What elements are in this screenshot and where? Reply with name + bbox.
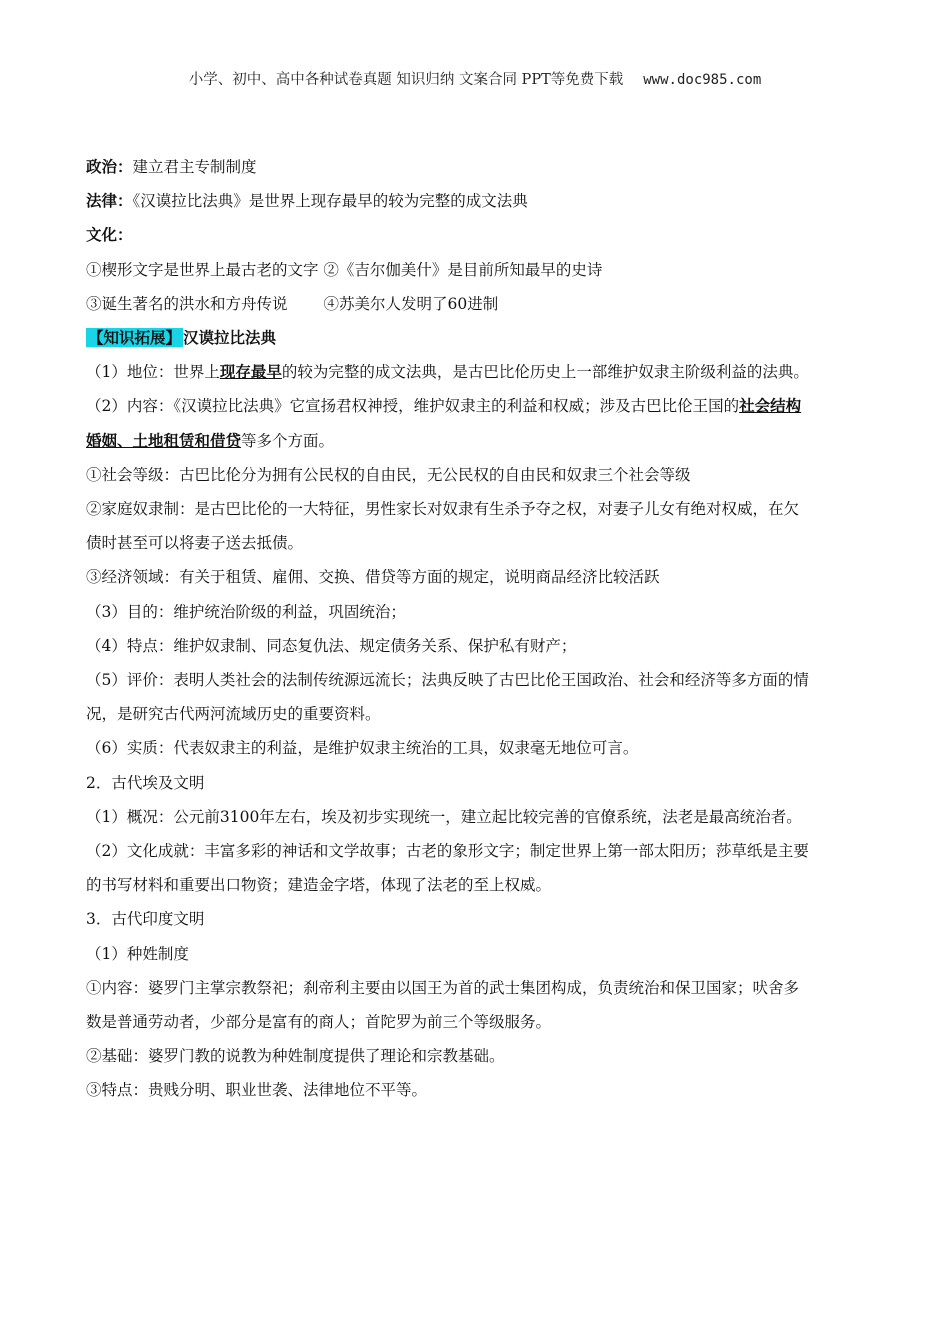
family-slavery-2: 债时甚至可以将妻子送去抵债。 <box>86 534 304 553</box>
caste-content-1: ①内容：婆罗门主掌宗教祭祀；刹帝利主要由以国王为首的武士集团构成，负责统治和保卫国家；吠舍多 <box>86 978 800 997</box>
culture-label: 文化： <box>86 225 133 245</box>
egypt-overview: （1）概况：公元前3100年左右，埃及初步实现统一，建立起比较完善的官僚系统，法老是最高统治者。 <box>86 807 802 826</box>
egypt-culture-2: 的书写材料和重要出口物资；建造金字塔，体现了法老的至上权威。 <box>86 876 552 895</box>
code-content-emphasis-1: 社会结构 <box>739 396 802 416</box>
code-content-1 <box>86 389 866 423</box>
culture-item-1: ①楔形文字是世界上最古老的文字 ②《吉尔伽美什》是目前所知最早的史诗 <box>86 260 603 279</box>
culture-item-4-text: ④苏美尔人发明了60进制 <box>323 294 499 313</box>
culture-item-3 <box>86 287 866 321</box>
code-purpose: （3）目的：维护统治阶级的利益，巩固统治； <box>86 602 406 621</box>
egypt-culture-1: （2）文化成就：丰富多彩的神话和文学故事；古老的象形文字；制定世界上第一部太阳历；莎草纸是主要 <box>86 842 809 861</box>
code-content-emphasis-2: 婚姻、土地租赁和借贷 <box>86 430 242 450</box>
knowledge-expand-tag: 【知识拓展】 <box>88 328 182 348</box>
family-slavery-1: ②家庭奴隶制：是古巴比伦的一大特征，男性家长对奴隶有生杀予夺之权，对妻子儿女有绝对权威，在欠 <box>86 500 800 519</box>
caste-basis: ②基础：婆罗门教的说教为种姓制度提供了理论和宗教基础。 <box>86 1047 505 1066</box>
knowledge-expand-title: 汉谟拉比法典 <box>183 328 277 348</box>
code-features: （4）特点：维护奴隶制、同态复仇法、规定债务关系、保护私有财产； <box>86 636 577 655</box>
code-evaluation-1: （5）评价：表明人类社会的法制传统源远流长；法典反映了古巴比伦王国政治、社会和经济等多方面的情 <box>86 671 809 690</box>
page-header <box>0 68 950 89</box>
caste-features: ③特点：贵贱分明、职业世袭、法律地位不平等。 <box>86 1081 428 1100</box>
code-content-a: （2）内容：《汉谟拉比法典》它宣扬君权神授，维护奴隶主的利益和权威；涉及古巴比伦王国的 <box>86 397 740 416</box>
culture-item-3-text: ③诞生著名的洪水和方舟传说 <box>86 294 288 313</box>
india-heading: 3．古代印度文明 <box>86 910 205 929</box>
code-content-d: 等多个方面。 <box>241 431 335 450</box>
knowledge-expand-heading <box>86 321 866 355</box>
culture-line <box>86 218 866 252</box>
code-status-c: 的较为完整的成文法典，是古巴比伦历史上一部维护奴隶主阶级利益的法典。 <box>281 363 809 382</box>
politics-text: 建立君主专制制度 <box>132 158 257 176</box>
header-url[interactable]: www.doc985.com <box>643 72 762 88</box>
social-rank: ①社会等级：古巴比伦分为拥有公民权的自由民，无公民权的自由民和奴隶三个社会等级 <box>86 465 691 484</box>
code-essence: （6）实质：代表奴隶主的利益，是维护奴隶主统治的工具，奴隶毫无地位可言。 <box>86 739 639 758</box>
document-body <box>86 150 866 1108</box>
law-label: 法律： <box>86 191 133 211</box>
economy: ③经济领域：有关于租赁、雇佣、交换、借贷等方面的规定，说明商品经济比较活跃 <box>86 568 660 587</box>
code-evaluation-2: 况，是研究古代两河流域历史的重要资料。 <box>86 705 381 724</box>
header-text: 小学、初中、高中各种试卷真题 知识归纳 文案合同 PPT等免费下载 <box>188 72 624 88</box>
code-status <box>86 355 866 389</box>
politics-line <box>86 150 866 184</box>
egypt-heading: 2．古代埃及文明 <box>86 773 205 792</box>
law-line <box>86 184 866 218</box>
politics-label: 政治： <box>86 157 133 176</box>
code-status-a: （1）地位：世界上 <box>86 363 220 382</box>
code-content-2 <box>86 424 866 458</box>
law-text: 《汉谟拉比法典》是世界上现存最早的较为完整的成文法典 <box>132 192 528 211</box>
caste-heading: （1）种姓制度 <box>86 944 189 963</box>
code-status-emphasis: 现存最早 <box>219 362 282 382</box>
caste-content-2: 数是普通劳动者，少部分是富有的商人；首陀罗为前三个等级服务。 <box>86 1013 552 1032</box>
